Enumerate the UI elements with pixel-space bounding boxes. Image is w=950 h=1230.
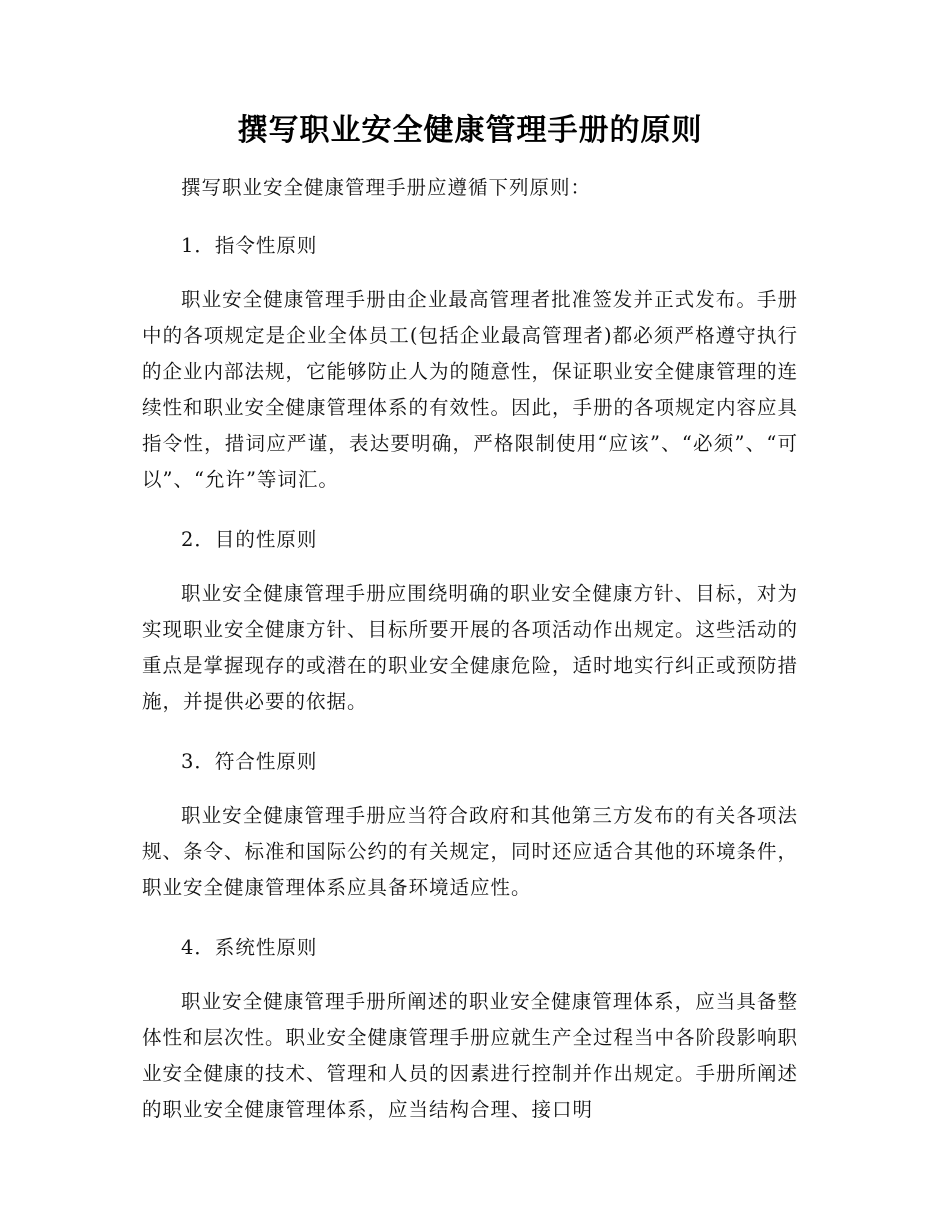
document-title: 撰写职业安全健康管理手册的原则 [237, 113, 703, 148]
section-heading-1: 1．指令性原则 [181, 234, 318, 257]
section-body-3: 职业安全健康管理手册应当符合政府和其他第三方发布的有关各项法规、条令、标准和国际公约的有关规定，同时还应适合其他的环境条件，职业安全健康管理体系应具备环境适应性。 [142, 804, 799, 899]
document-content [142, 108, 798, 1152]
section-heading-2: 2．目的性原则 [181, 528, 318, 551]
section-body-1: 职业安全健康管理手册由企业最高管理者批准签发并正式发布。手册中的各项规定是企业全体员工(包括企业最高管理者)都必须严格遵守执行的企业内部法规，它能够防止人为的随意性，保证职业安全健康管理的连续性和职业安全健康管理体系的有效性。因此，手册的各项规定内容应具指令性，措词应严谨，表达要明确，严格限制使用“应该”、“必须”、“可以”、“允许”等词汇。 [142, 288, 799, 491]
section-heading-4: 4．系统性原则 [181, 936, 318, 959]
section-body-2: 职业安全健康管理手册应围绕明确的职业安全健康方针、目标，对为实现职业安全健康方针、目标所要开展的各项活动作出规定。这些活动的重点是掌握现存的或潜在的职业安全健康危险，适时地实行纠正或预防措施，并提供必要的依据。 [142, 582, 799, 713]
section-heading-3: 3．符合性原则 [181, 750, 318, 773]
section-body-4: 职业安全健康管理手册所阐述的职业安全健康管理体系，应当具备整体性和层次性。职业安全健康管理手册应就生产全过程当中各阶段影响职业安全健康的技术、管理和人员的因素进行控制并作出规定。手册所阐述的职业安全健康管理体系，应当结构合理、接口明 [142, 990, 799, 1121]
intro-paragraph: 撰写职业安全健康管理手册应遵循下列原则： [181, 176, 592, 199]
